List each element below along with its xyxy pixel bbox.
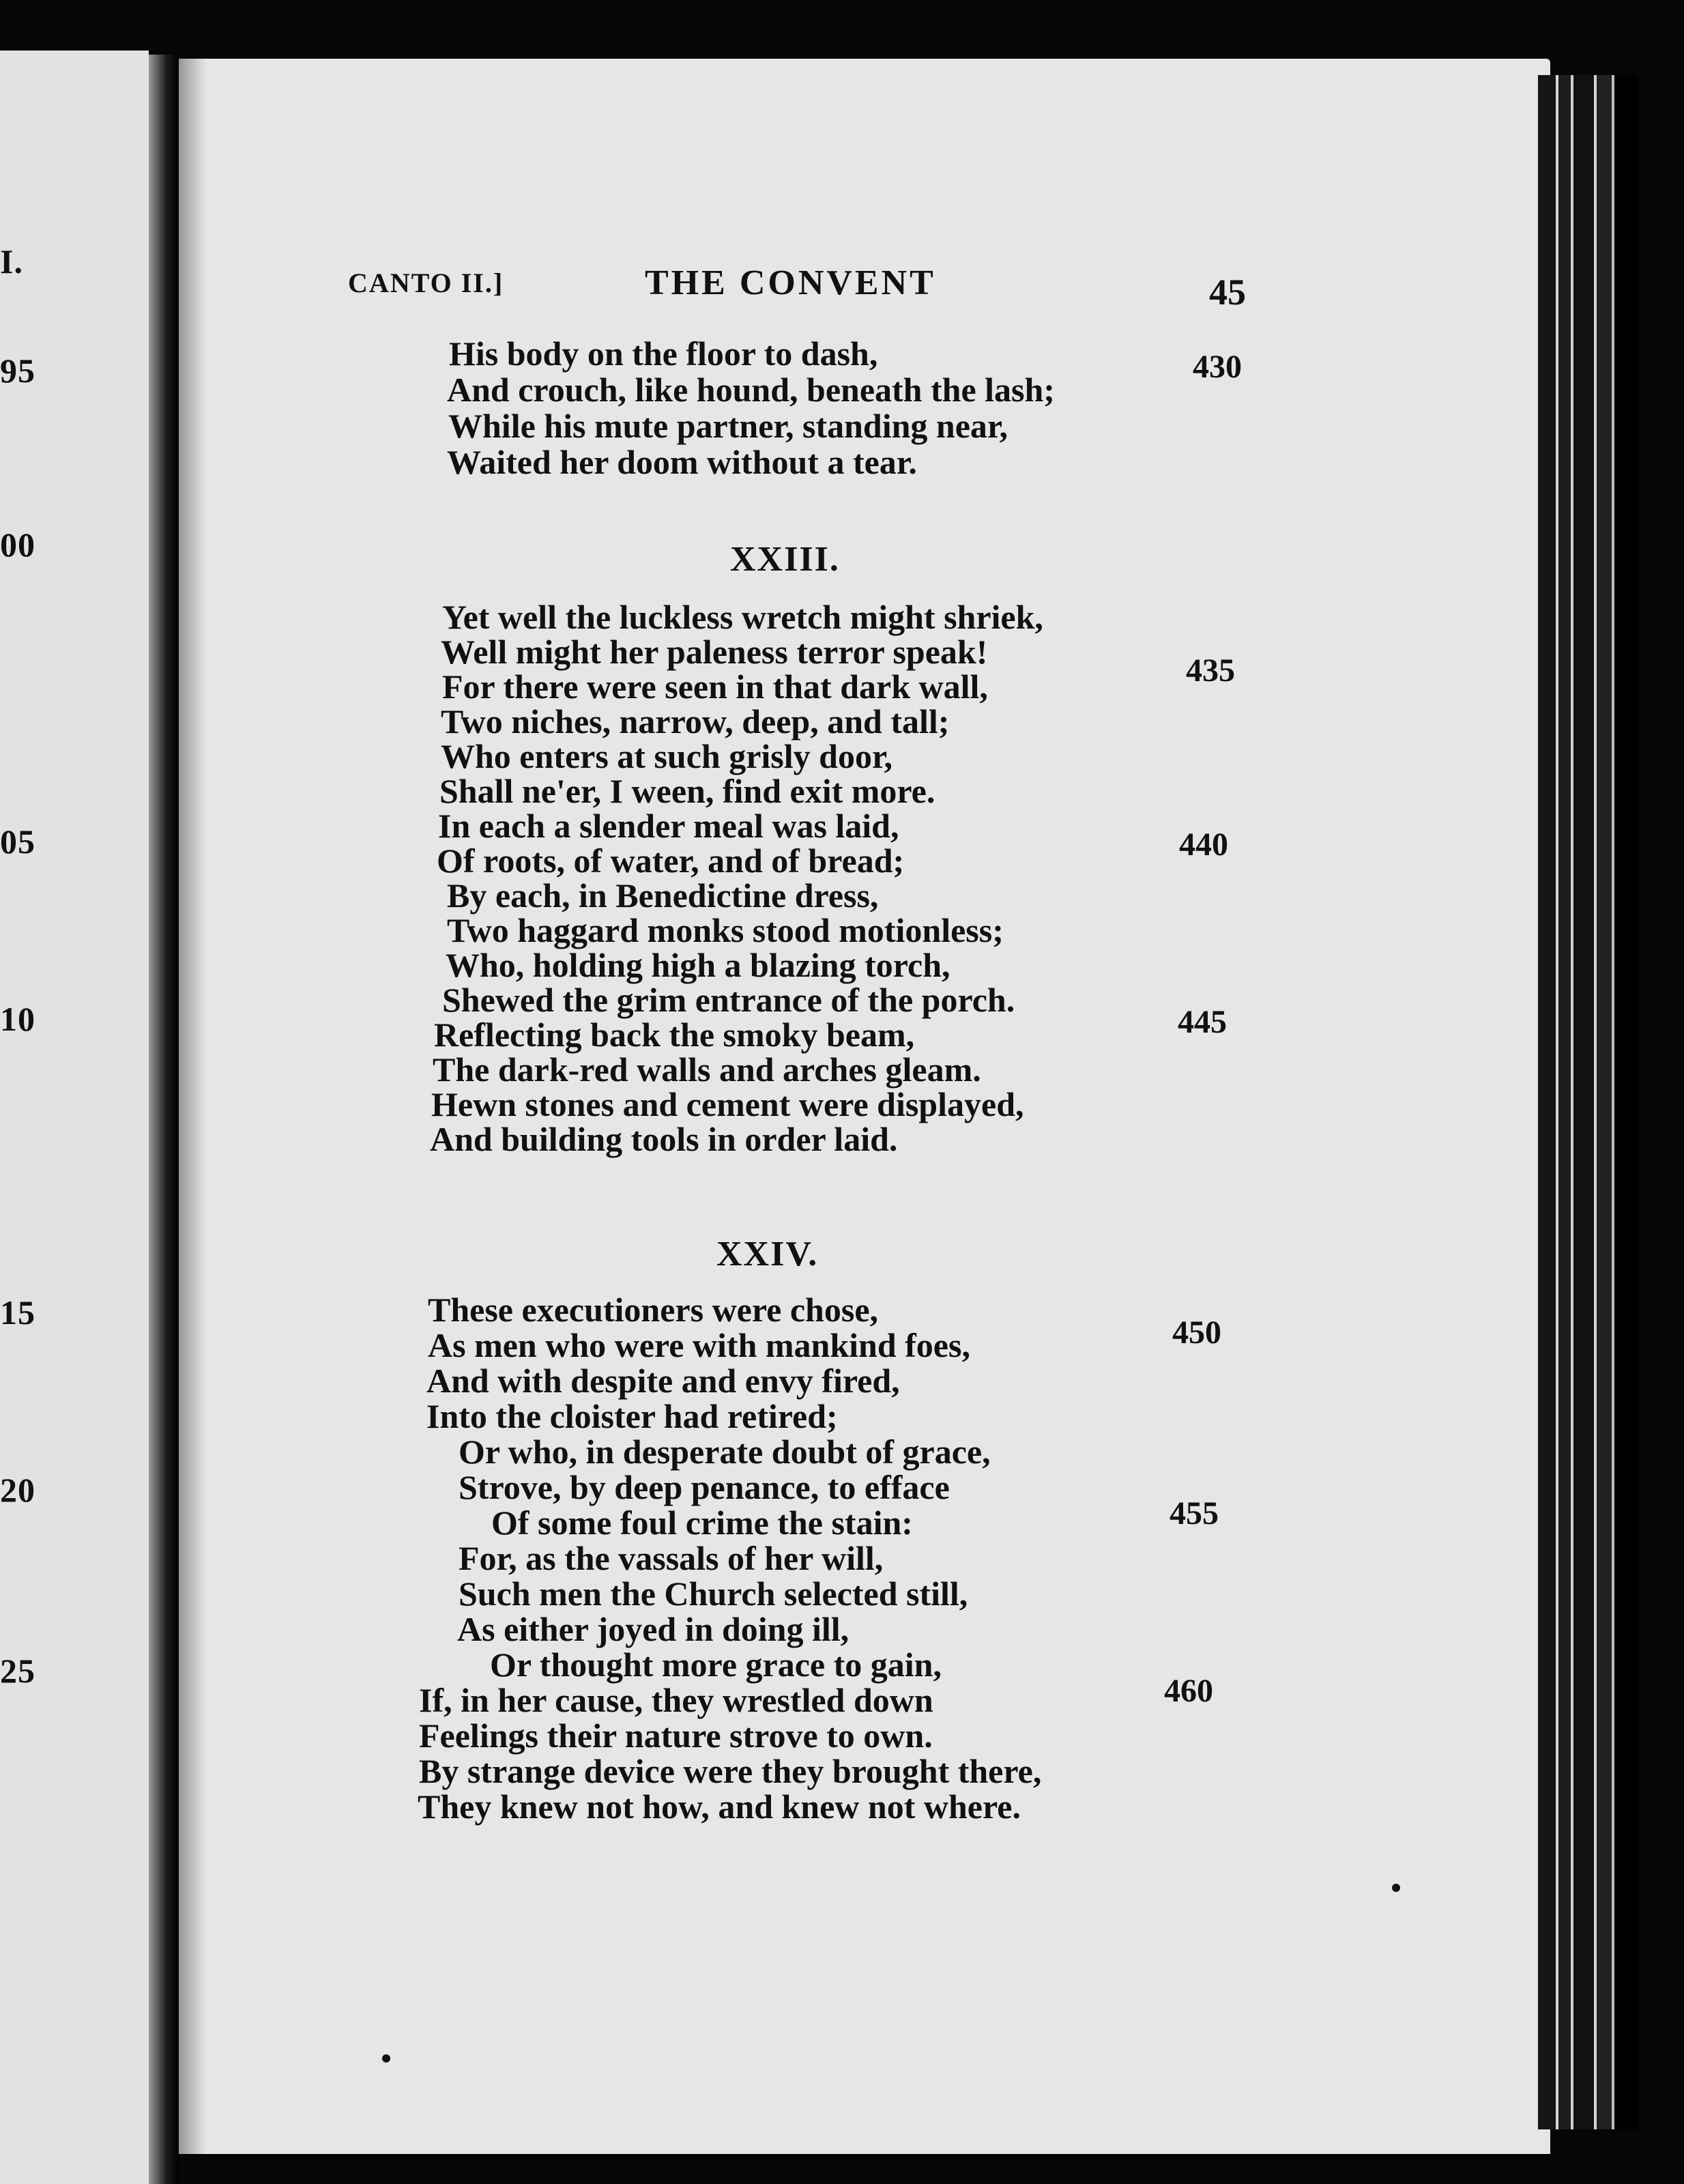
left-page-line-number: 25 [0,1652,35,1690]
left-page-line-number: 20 [0,1471,35,1509]
poem-line: His body on the floor to dash, [449,334,878,373]
line-number: 450 [1172,1314,1221,1351]
left-page-margin-number: I. [0,242,23,281]
poem-line: Who, holding high a blazing torch, [446,946,950,984]
poem-line: For, as the vassals of her will, [459,1539,884,1577]
poem-line: Two niches, narrow, deep, and tall; [441,702,950,741]
poem-line: Two haggard monks stood motionless; [447,911,1004,949]
ink-speck [382,2054,390,2063]
poem-line: And with despite and envy fired, [426,1362,900,1400]
poem-line: As men who were with mankind foes, [428,1326,970,1364]
ink-speck [1392,1884,1400,1892]
previous-page-strip [0,51,149,2184]
line-number: 440 [1179,827,1228,863]
poem-line: The dark-red walls and arches gleam. [433,1050,981,1089]
page-title: THE CONVENT [645,263,936,302]
line-number: 460 [1164,1673,1213,1709]
canto-label: CANTO II.] [348,268,504,298]
poem-line: And building tools in order laid. [430,1120,898,1158]
poem-line: Such men the Church selected still, [459,1575,968,1613]
gutter-shadow [179,59,206,2154]
poem-line: While his mute partner, standing near, [448,407,1008,445]
line-number: 430 [1193,349,1242,385]
poem-line: Yet well the luckless wretch might shriek, [442,598,1043,636]
poem-line: As either joyed in doing ill, [457,1610,850,1648]
poem-line: By strange device were they brought there, [419,1752,1042,1790]
line-number: 435 [1186,652,1235,689]
poem-line: Well might her paleness terror speak! [441,633,988,671]
poem-line: By each, in Benedictine dress, [447,876,879,915]
page-edges [1535,75,1638,2129]
poem-line: They knew not how, and knew not where. [418,1787,1021,1826]
poem-line: If, in her cause, they wrestled down [419,1681,933,1719]
stanza-numeral: XXIII. [730,540,840,579]
poem-line: These executioners were chose, [428,1291,879,1329]
poem-line: Or who, in desperate doubt of grace, [459,1433,991,1471]
poem-line: Feelings their nature strove to own. [419,1716,933,1755]
poem-line: Strove, by deep penance, to efface [459,1468,950,1506]
poem-line: And crouch, like hound, beneath the lash; [447,371,1055,409]
stanza-numeral: XXIV. [716,1235,819,1274]
running-head [0,263,1684,311]
poem-line: Shewed the grim entrance of the porch. [442,981,1015,1019]
left-page-line-number: 05 [0,822,35,861]
book-gutter [149,55,179,2184]
poem-line: Waited her doom without a tear. [447,443,917,481]
line-number: 445 [1178,1004,1227,1040]
poem-line: Of some foul crime the stain: [491,1504,913,1542]
left-page-line-number: 95 [0,351,35,390]
poem-line: Or thought more grace to gain, [490,1646,942,1684]
left-page-line-number: 00 [0,526,35,564]
left-page-line-number: 10 [0,1000,35,1038]
poem-line: Shall ne'er, I ween, find exit more. [439,772,935,810]
poem-line: In each a slender meal was laid, [438,807,899,845]
poem-line: Of roots, of water, and of bread; [437,842,905,880]
page-number: 45 [1209,272,1246,313]
left-page-line-number: 15 [0,1293,35,1332]
poem-line: For there were seen in that dark wall, [442,667,988,706]
poem-line: Into the cloister had retired; [426,1397,838,1435]
poem-line: Hewn stones and cement were displayed, [431,1085,1024,1123]
line-number: 455 [1170,1495,1219,1532]
poem-line: Who enters at such grisly door, [441,737,893,775]
poem-line: Reflecting back the smoky beam, [434,1016,915,1054]
